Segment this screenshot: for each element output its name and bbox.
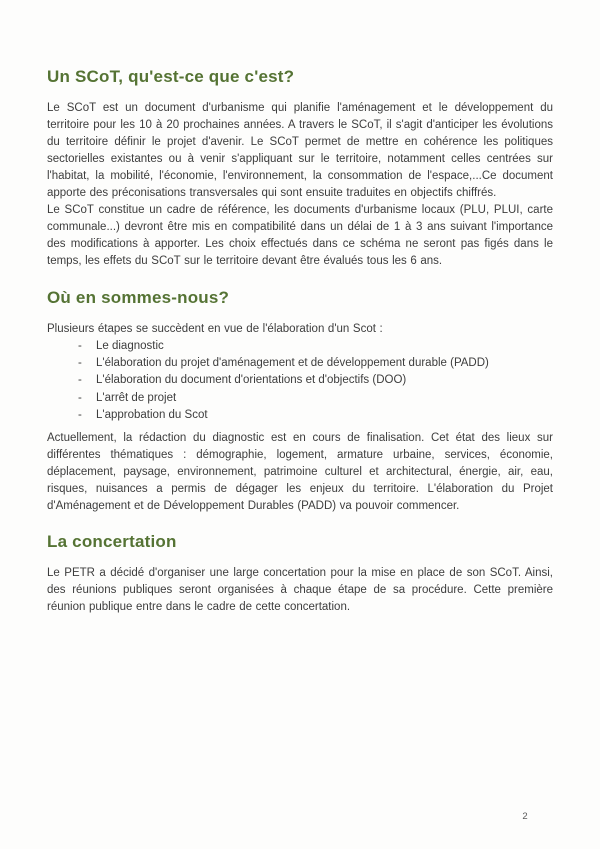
section-progress (47, 287, 553, 515)
list-item-label: L'élaboration du document d'orientations et d'objectifs (DOO) (96, 374, 407, 387)
list-item-label: L'approbation du Scot (96, 408, 208, 421)
heading-progress: Où en sommes-nous? (47, 288, 230, 307)
elaboration-steps-list (47, 338, 553, 424)
dash-bullet-marker: - (78, 374, 82, 387)
dash-bullet-marker: - (78, 391, 82, 404)
section-scot-definition (47, 66, 553, 270)
list-item-label: Le diagnostic (96, 340, 164, 352)
list-item-diagnostic (78, 338, 553, 355)
paragraph-scot-definition-1: Le SCoT est un document d'urbanisme qui planifie l'aménagement et le développement du territoire pour les 10 à 20 prochaines années. A travers le SCoT, il s'agit d'anticiper les évolutions du territoire définir le projet d'avenir. Le SCoT permet de mettre en cohérence les politiques sectorielles existantes ou à venir s'appliquant sur le territoire, notamment celles centrées sur l'habitat, la mobilité, l'économie, l'environnement, la consommation de l'espace,...Ce document apporte des préconisations transversales qui sont ensuite traduites en objectifs chiffrés. (47, 102, 553, 199)
dash-bullet-marker: - (78, 340, 82, 352)
list-item-arret (78, 390, 553, 407)
list-item-label: L'élaboration du projet d'aménagement et de développement durable (PADD) (96, 357, 489, 370)
paragraph-progress-intro: Plusieurs étapes se succèdent en vue de l'élaboration d'un Scot : (47, 323, 383, 335)
list-item-padd (78, 355, 553, 372)
list-item-label: L'arrêt de projet (96, 391, 177, 404)
paragraph-scot-definition-2: Le SCoT constitue un cadre de référence, les documents d'urbanisme locaux (PLU, PLUI, carte communale...) devront être mis en compatibilité dans un délai de 1 à 3 ans suivant l'importance des modifications à apporter. Les choix effectués dans ce schéma ne seront pas figés dans le temps, les effets du SCoT sur le territoire devant être évalués tous les 6 ans. (47, 204, 553, 267)
dash-bullet-marker: - (78, 408, 82, 421)
dash-bullet-marker: - (78, 357, 82, 370)
list-item-approbation (78, 407, 553, 424)
page-number: 2 (522, 811, 528, 822)
section-concertation (47, 531, 553, 616)
heading-scot-definition: Un SCoT, qu'est-ce que c'est? (47, 67, 295, 86)
list-item-doo (78, 372, 553, 389)
paragraph-progress-status: Actuellement, la rédaction du diagnostic est en cours de finalisation. Cet état des lieux sur différentes thématiques : démographie, logement, armature urbaine, services, économie, déplacement, paysage, environnement, patrimoine culturel et architectural, énergie, air, eau, risques, nuisances a permis de dégager les enjeux du territoire. L'élaboration du Projet d'Aménagement et de Développement Durables (PADD) va pouvoir commencer. (47, 432, 553, 513)
paragraph-concertation: Le PETR a décidé d'organiser une large concertation pour la mise en place de son SCoT. Ainsi, des réunions publiques seront organisées à chaque étape de sa procédure. Cette première réunion publique entre dans le cadre de cette concertation. (47, 567, 553, 614)
heading-concertation: La concertation (47, 532, 177, 552)
